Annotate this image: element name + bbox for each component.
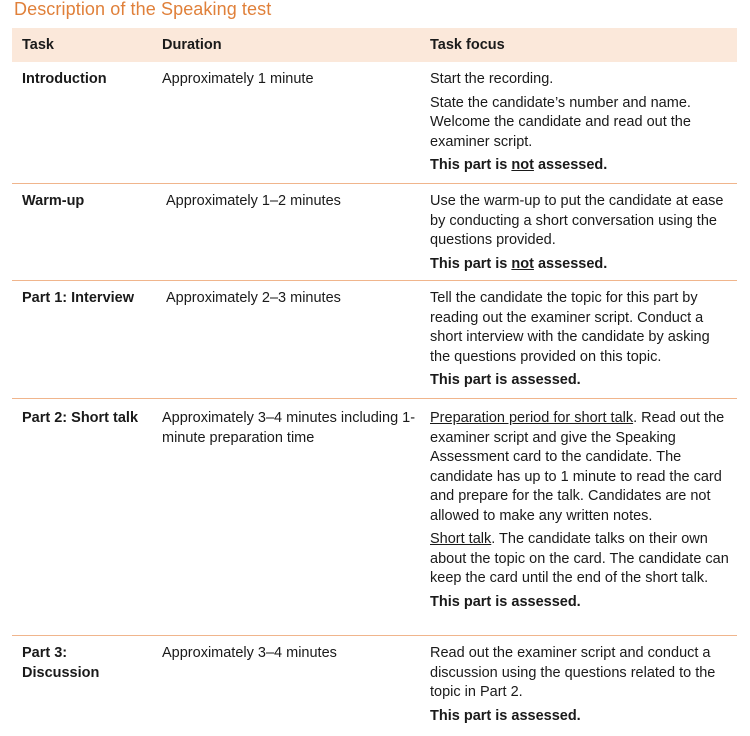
duration-cell: Approximately 3–4 minutes including 1-minute preparation time	[162, 410, 416, 446]
focus-cell	[430, 644, 730, 730]
speaking-test-table	[12, 28, 737, 736]
duration-cell: Approximately 1–2 minutes	[166, 193, 341, 209]
focus-cell	[430, 192, 730, 278]
focus-cell	[430, 289, 730, 395]
table-row-introduction	[12, 62, 737, 184]
header-duration: Duration	[162, 37, 222, 53]
short-talk-label: Short talk	[430, 531, 492, 547]
header-task: Task	[22, 37, 54, 53]
duration-cell: Approximately 1 minute	[162, 71, 314, 87]
focus-text: Start the recording.	[430, 71, 554, 87]
focus-cell	[430, 70, 730, 180]
table-row-part-1-interview	[12, 281, 737, 399]
focus-text: Preparation period for short talk. Read out the examiner script and give the Speaking Assessment card to the candidate. The candidate has up to 1 minute to read the card and prepare for the talk. Candidates are not allowed to make any written notes.	[430, 410, 725, 524]
task-cell: Part 1: Interview	[22, 290, 135, 306]
focus-text: Short talk. The candidate talks on their own about the topic on the card. The candidate can keep the card until the end of the short talk.	[430, 531, 729, 586]
assessment-note: This part is assessed.	[430, 593, 581, 610]
focus-text: Use the warm-up to put the candidate at ease by conducting a short conversation using the questions provided.	[430, 193, 724, 248]
page-title: Description of the Speaking test	[14, 0, 272, 19]
table-row-warm-up	[12, 184, 737, 281]
table-row-part-2-short-talk	[12, 399, 737, 636]
task-cell: Part 3: Discussion	[22, 645, 100, 681]
table-row-part-3-discussion	[12, 636, 737, 736]
duration-cell: Approximately 3–4 minutes	[162, 645, 337, 661]
task-cell: Warm-up	[22, 193, 85, 209]
header-task-focus: Task focus	[430, 37, 505, 53]
duration-cell: Approximately 2–3 minutes	[166, 290, 341, 306]
focus-text: Read out the examiner script and conduct a discussion using the questions related to the topic in Part 2.	[430, 645, 716, 700]
assessment-note: This part is assessed.	[430, 707, 581, 724]
assessment-note: This part is not assessed.	[430, 255, 608, 272]
assessment-note: This part is not assessed.	[430, 157, 608, 173]
table-header	[12, 28, 737, 62]
focus-text: State the candidate’s number and name. Welcome the candidate and read out the examiner script.	[430, 94, 691, 150]
task-cell: Introduction	[22, 71, 107, 87]
preparation-period-label: Preparation period for short talk	[430, 410, 634, 426]
focus-cell	[430, 409, 730, 616]
assessment-note: This part is assessed.	[430, 372, 581, 388]
task-cell: Part 2: Short talk	[22, 410, 139, 426]
focus-text: Tell the candidate the topic for this part by reading out the examiner script. Conduct a short interview with the candidate by asking the questions provided on this topic.	[430, 290, 710, 365]
